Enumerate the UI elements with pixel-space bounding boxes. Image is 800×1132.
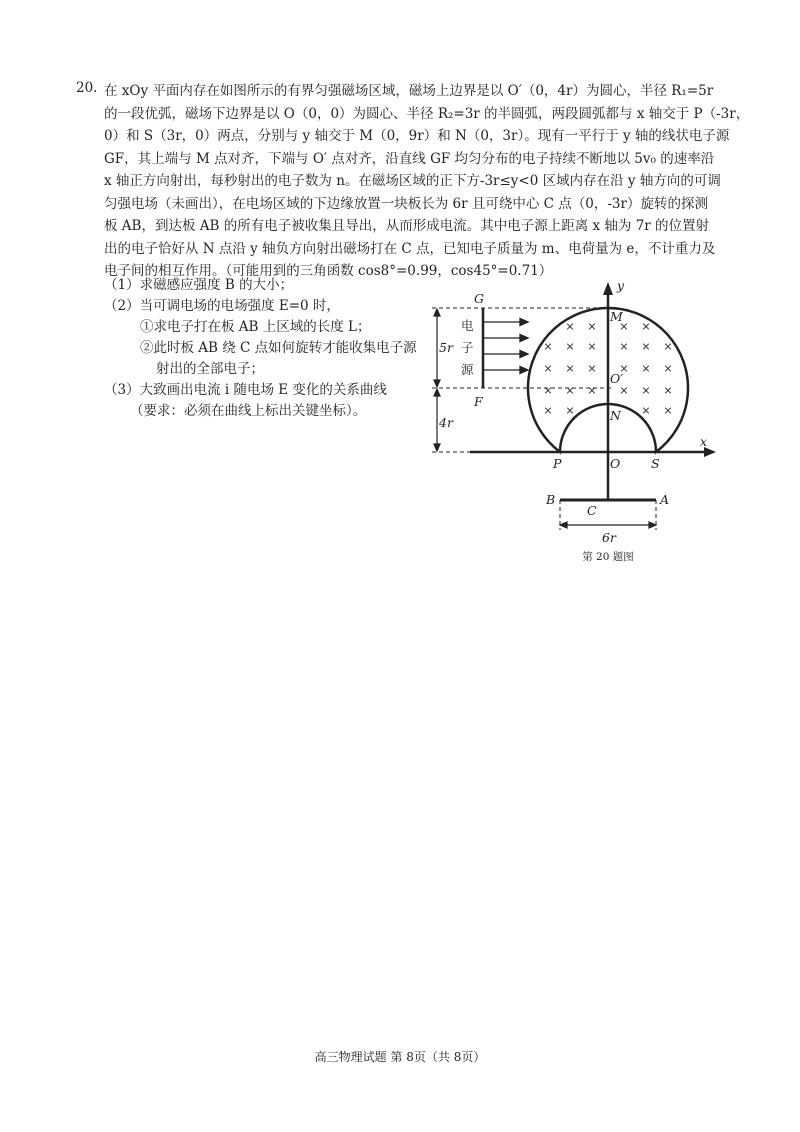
question-number: 20. <box>76 80 98 96</box>
field-mark: × <box>543 384 553 397</box>
field-mark: × <box>641 340 651 353</box>
stem-line: 电子间的相互作用。（可能用到的三角函数 cos8°=0.99，cos45°=0.71） <box>104 263 553 279</box>
y-axis-arrow <box>603 282 613 295</box>
field-mark: × <box>587 340 597 353</box>
label-S: S <box>651 456 660 471</box>
label-5r: 5r <box>439 340 453 355</box>
label-M: M <box>610 309 623 324</box>
stem-line: x 轴正方向射出，每秒射出的电子数为 n。在磁场区域的正下方-3r≤y<0 区域内存在沿 y 轴方向的可调 <box>104 173 721 189</box>
emission-arrows <box>484 319 528 374</box>
field-mark: × <box>565 384 575 397</box>
field-mark: × <box>663 362 673 375</box>
label-source-2: 子 <box>461 340 474 355</box>
question-stem <box>104 80 750 283</box>
sub-question-1: （1）求磁感应强度 B 的大小； <box>104 277 294 293</box>
label-O: O <box>610 456 621 471</box>
field-mark: × <box>641 320 651 333</box>
field-mark: × <box>543 404 553 417</box>
sub-question-3-note: （要求：必须在曲线上标出关键坐标）。 <box>130 403 367 419</box>
field-mark: × <box>641 362 651 375</box>
field-mark: × <box>587 320 597 333</box>
label-C: C <box>587 503 597 518</box>
figure-caption: 第 20 题图 <box>582 551 634 563</box>
field-mark: × <box>619 362 629 375</box>
label-x: x <box>700 434 708 449</box>
stem-line: GF，其上端与 M 点对齐，下端与 O′ 点对齐，沿直线 GF 均匀分布的电子持续不断地以 5v₀ 的速率沿 <box>104 150 715 167</box>
field-mark: × <box>619 320 629 333</box>
field-mark: × <box>641 384 651 397</box>
field-mark: × <box>663 404 673 417</box>
label-source-3: 源 <box>461 362 474 377</box>
stem-line: 0）和 S（3r，0）两点，分别与 y 轴交于 M（0，9r）和 N（0，3r）。现有一平行于 y 轴的线状电子源 <box>104 128 730 144</box>
label-B: B <box>546 492 556 507</box>
field-mark: × <box>543 340 553 353</box>
sub-question-2-2: ②此时板 AB 绕 C 点如何旋转才能收集电子源 <box>140 340 417 356</box>
stem-line: 的一段优弧，磁场下边界是以 O（0，0）为圆心、半径 R₂=3r 的半圆弧，两段圆弧都与 x 轴交于 P（-3r， <box>104 105 750 122</box>
field-mark: × <box>565 320 575 333</box>
stem-line: 在 xOy 平面内存在如图所示的有界匀强磁场区域，磁场上边界是以 O′（0，4r）为圆心，半径 R₁=5r <box>104 83 714 99</box>
field-mark: × <box>543 362 553 375</box>
field-mark: × <box>565 340 575 353</box>
field-mark: × <box>565 362 575 375</box>
label-N: N <box>610 408 621 423</box>
field-mark: × <box>619 384 629 397</box>
label-source-1: 电 <box>461 318 474 333</box>
label-P: P <box>553 456 562 471</box>
field-mark: × <box>587 384 597 397</box>
field-mark: × <box>663 340 673 353</box>
stem-line: 匀强电场（未画出），在电场区域的下边缘放置一块板长为 6r 且可绕中心 C 点（0，-3r）旋转的探测 <box>104 195 708 212</box>
field-mark: × <box>587 362 597 375</box>
sub-question-2-2-cont: 射出的全部电子； <box>156 361 264 377</box>
stem-line: 板 AB，到达板 AB 的所有电子被收集且导出，从而形成电流。其中电子源上距离 x 轴为 7r 的位置射 <box>104 218 710 234</box>
label-4r: 4r <box>439 415 453 430</box>
page-footer: 高三物理试题 第 8页（共 8页） <box>314 1050 486 1064</box>
label-O-prime: O′ <box>610 371 624 386</box>
field-mark: × <box>641 404 651 417</box>
field-mark: × <box>663 384 673 397</box>
label-A: A <box>660 492 670 507</box>
sub-question-2: （2）当可调电场的电场强度 E=0 时， <box>104 298 340 314</box>
field-mark: × <box>565 404 575 417</box>
stem-line: 出的电子恰好从 N 点沿 y 轴负方向射出磁场打在 C 点，已知电子质量为 m、电荷量为 e，不计重力及 <box>104 240 716 257</box>
sub-question-2-1: ①求电子打在板 AB 上区域的长度 L； <box>140 319 371 335</box>
field-mark: × <box>619 340 629 353</box>
figure-20 <box>425 270 725 565</box>
label-y: y <box>617 278 625 293</box>
label-G: G <box>474 291 484 306</box>
label-6r: 6r <box>602 530 616 545</box>
label-F: F <box>474 394 483 409</box>
sub-question-3: （3）大致画出电流 i 随电场 E 变化的关系曲线 <box>104 382 387 398</box>
